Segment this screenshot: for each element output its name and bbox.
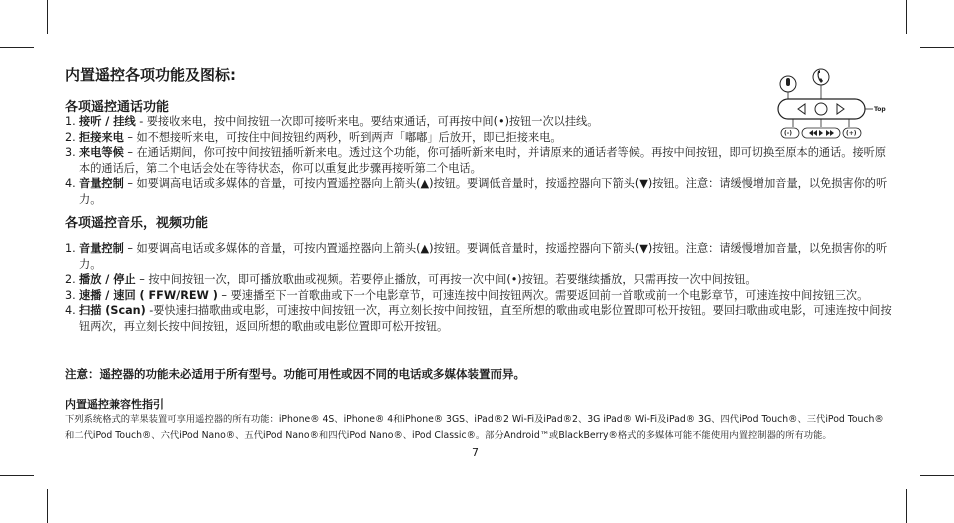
- call-functions-list: [65, 114, 893, 207]
- item-text: – 在通话期间，你可按中间按钮插听新来电。透过这个功能，你可插听新来电时，并请原来的通话者等候。再按中间按钮，即可切换至原本的通话。接听原本的通话后，第二个电话会处在等待状态，你可以重复此步骤再接听第二个电话。: [79, 146, 887, 175]
- item-number: 2.: [65, 130, 76, 144]
- phone-icon: [817, 70, 823, 83]
- item-label: 音量控制: [79, 177, 124, 190]
- list-item: [65, 114, 893, 130]
- item-number: 2.: [65, 273, 76, 286]
- compatibility-text: 下列系统格式的苹果装置可享用遥控器的所有功能：iPhone® 4S、iPhone® 4和iPhone® 3GS、iPad®2 Wi-Fi及iPad®2、3G iPad® Wi-Fi及iPad® 3G、四代iPod Touch®、三代iPod Touch®和二代iPod Touch®、六代iPod Nano®、五代iPod Nano®和四代iPod Nano®、iPod Classic®。部分Android™或BlackBerry®格式的多媒体可能不能使用内置控制器的所有功能。: [65, 414, 884, 441]
- list-item: [65, 303, 893, 334]
- item-text: – 如要调高电话或多媒体的音量，可按内置遥控器向上箭头(▲)按钮。要调低音量时，按遥控器向下箭头(▼)按钮。注意：请缓慢增加音量，以免损害你的听力。: [79, 177, 888, 206]
- item-number: 1.: [65, 242, 76, 255]
- item-label: 拒接来电: [79, 130, 124, 144]
- item-label: 来电等候: [79, 146, 124, 159]
- list-item: [65, 272, 893, 288]
- list-item: [65, 241, 893, 272]
- item-number: 4.: [65, 177, 76, 190]
- crop-mark: [0, 475, 34, 476]
- crop-mark: [906, 489, 907, 523]
- crop-mark: [47, 0, 48, 34]
- item-text: - 要接收来电，按中间按钮一次即可接听来电。要结束通话，可再按中间(•)按钮一次以挂线。: [135, 115, 599, 128]
- crop-mark: [906, 0, 907, 34]
- crop-mark: [47, 489, 48, 523]
- compatibility-note: 注意：遥控器的功能未必适用于所有型号。功能可用性或因不同的电话或多媒体装置而异。: [65, 367, 525, 381]
- media-functions-list: [65, 241, 893, 334]
- crop-mark: [920, 47, 954, 48]
- item-label: 扫描 (Scan): [79, 304, 146, 317]
- list-item: [65, 176, 893, 207]
- item-number: 3.: [65, 146, 76, 159]
- compatibility-heading: 内置遥控兼容性指引: [65, 398, 164, 411]
- list-item: [65, 145, 893, 176]
- item-number: 3.: [65, 288, 76, 302]
- item-text: – 如要调高电话或多媒体的音量，可按内置遥控器向上箭头(▲)按钮。要调低音量时，按遥控器向下箭头(▼)按钮。注意：请缓慢增加音量，以免损害你的听力。: [79, 242, 888, 271]
- media-section-heading: 各项遥控音乐，视频功能: [65, 216, 209, 231]
- item-label: 音量控制: [79, 242, 124, 255]
- item-label: 接听 / 挂线: [79, 115, 136, 128]
- item-number: 1.: [65, 115, 76, 128]
- item-text: – 要速播至下一首歌曲或下一个电影章节，可速连按中间按钮两次。需要返回前一首歌或前一个电影章节，可速连按中间按钮三次。: [217, 288, 869, 302]
- vol-down-label: (-): [784, 130, 792, 137]
- call-section-heading: 各项遥控通话功能: [65, 100, 170, 115]
- item-text: – 如不想接听来电，可按住中间按钮约两秒，听到两声「嘟嘟」后放开，即已拒接来电。: [123, 130, 562, 144]
- item-text: -要快速扫描歌曲或电影，可速按中间按钮一次，再立刻长按中间按钮，直至所想的歌曲或电影位置即可松开按钮。要回扫歌曲或电影，可速连按中间按钮两次，再立刻长按中间按钮，返回所想的歌曲或电影位置即可松开按钮。: [79, 304, 892, 333]
- crop-mark: [920, 475, 954, 476]
- vol-up-label: (+): [846, 130, 857, 137]
- remote-top-label: Top: [874, 106, 886, 113]
- item-label: 速播 / 速回 ( FFW/REW ): [79, 288, 218, 302]
- page-title: 内置遥控各项功能及图标:: [65, 66, 236, 84]
- microphone-icon: [786, 78, 790, 86]
- list-item: [65, 130, 893, 146]
- item-text: – 按中间按钮一次，即可播放歌曲或视频。若要停止播放，可再按一次中间(•)按钮。若要继续播放，只需再按一次中间按钮。: [135, 273, 757, 286]
- item-number: 4.: [65, 304, 76, 317]
- item-label: 播放 / 停止: [79, 273, 136, 286]
- list-item: [65, 288, 893, 304]
- page-number: 7: [472, 446, 479, 459]
- crop-mark: [0, 47, 34, 48]
